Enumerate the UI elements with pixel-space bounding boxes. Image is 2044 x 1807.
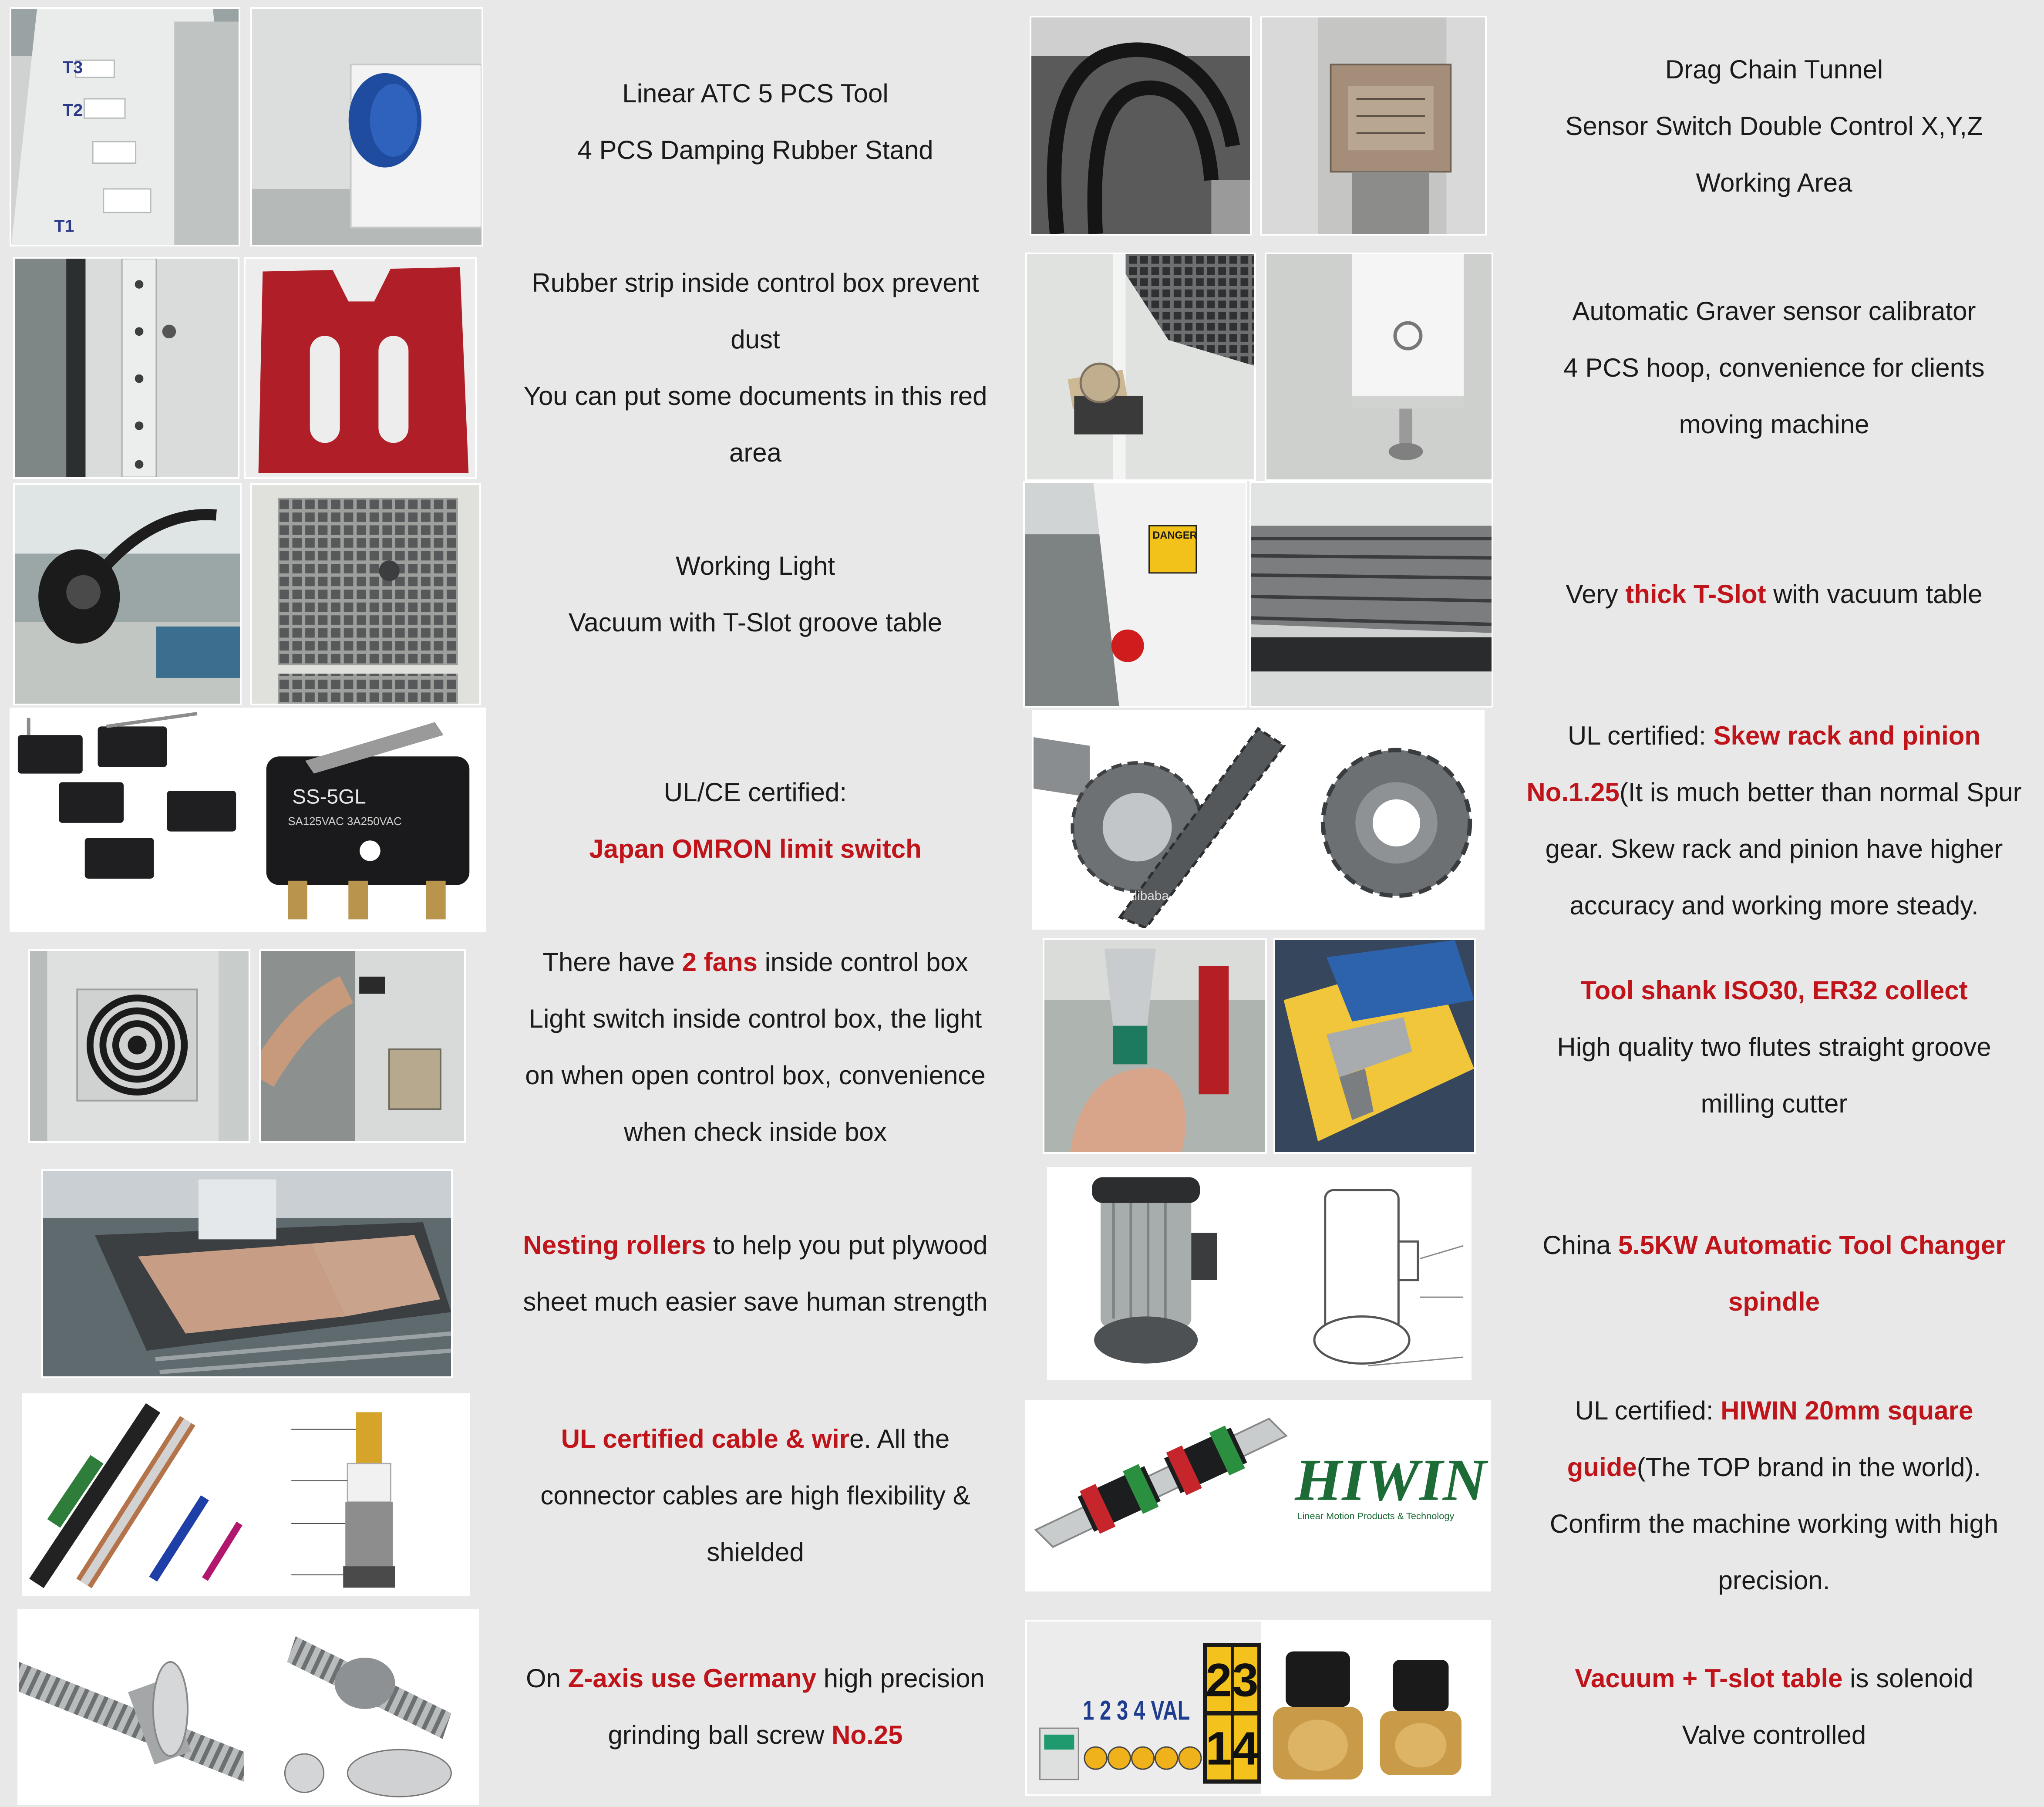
zone-2: 2 <box>1206 1653 1232 1706</box>
caption-line: sheet much easier save human strength <box>523 1287 988 1316</box>
caption-line: moving machine <box>1679 410 1869 439</box>
omron-model-label: SS-5GL <box>292 785 366 809</box>
caption-line: Very thick T-Slot with vacuum table <box>1566 580 1983 609</box>
caption-line: Working Area <box>1696 168 1852 197</box>
caption-line: gear. Skew rack and pinion have higher <box>1545 834 2003 863</box>
caption-line: Automatic Graver sensor calibrator <box>1572 297 1976 326</box>
valve-numbers: 1 2 3 4 VAL <box>1083 1695 1190 1726</box>
caption-line: 4 PCS Damping Rubber Stand <box>577 135 933 165</box>
caption-line: Rubber strip inside control box prevent <box>532 268 979 297</box>
caption-line: Working Light <box>676 551 835 580</box>
drag-chain-tunnel-photo <box>1030 16 1252 236</box>
machine-hoop-photo <box>1265 253 1493 481</box>
caption-line: shielded <box>707 1537 804 1567</box>
control-box-rubber-strip-photo <box>13 257 239 479</box>
caption-line: area <box>729 438 782 467</box>
caption-graver <box>1498 283 2044 453</box>
caption-spindle <box>1498 1217 2044 1330</box>
tool-shank-in-hand-photo <box>1043 938 1267 1154</box>
caption-line: UL certified: Skew rack and pinion <box>1567 721 1981 750</box>
svg-text:T2: T2 <box>63 101 83 120</box>
caption-line: There have 2 fans inside control box <box>542 947 968 977</box>
caption-line: No.1.25(It is much better than normal Spur <box>1526 778 2022 807</box>
milling-cutter-box-photo <box>1273 938 1476 1154</box>
alibaba-watermark: vmadecnc.en.alibaba.com <box>1046 889 1197 904</box>
caption-line: Linear ATC 5 PCS Tool <box>622 79 889 108</box>
zone-3: 3 <box>1232 1653 1259 1706</box>
omron-rating-label: SA125VAC 3A250VAC <box>288 815 402 828</box>
caption-cable <box>501 1411 1010 1581</box>
caption-line: guide(The TOP brand in the world). <box>1567 1453 1981 1482</box>
sensor-switch-photo <box>1260 16 1487 236</box>
caption-line: High quality two flutes straight groove <box>1557 1032 1991 1062</box>
caption-thick-t-slot <box>1498 566 2044 623</box>
caption-line: China 5.5KW Automatic Tool Changer <box>1542 1231 2006 1260</box>
caption-ball-screw <box>501 1650 1010 1763</box>
svg-text:T3: T3 <box>63 57 83 77</box>
skew-rack-and-pinion-photo <box>1032 710 1485 930</box>
caption-tool-shank <box>1498 962 2044 1132</box>
caption-line: UL certified cable & wire. All the <box>561 1424 950 1453</box>
caption-line: Confirm the machine working with high <box>1549 1509 1999 1538</box>
working-light-photo <box>13 483 242 705</box>
solenoid-valves-photo <box>1263 1620 1491 1796</box>
graver-sensor-calibrator-photo <box>1025 253 1256 481</box>
caption-line: milling cutter <box>1701 1089 1848 1118</box>
caption-vacuum-valve <box>1498 1650 2044 1763</box>
caption-line: UL certified: HIWIN 20mm square <box>1575 1396 1973 1425</box>
red-document-area-photo <box>244 257 477 479</box>
vacuum-zone-valves-photo <box>1025 1620 1263 1796</box>
caption-line: dust <box>731 325 780 354</box>
light-switch-photo <box>259 949 466 1143</box>
caption-fans <box>501 934 1010 1160</box>
ball-screw-photo <box>17 1609 479 1805</box>
caption-line: Sensor Switch Double Control X,Y,Z <box>1565 111 1983 141</box>
damping-rubber-stand-photo <box>250 7 483 246</box>
caption-hiwin <box>1498 1382 2044 1609</box>
danger-label: DANGER <box>1152 529 1197 542</box>
nesting-rollers-machine-photo <box>41 1169 453 1378</box>
caption-line: when check inside box <box>624 1117 887 1146</box>
caption-line: Tool shank ISO30, ER32 collect <box>1580 976 1968 1005</box>
caption-line: spindle <box>1728 1287 1820 1316</box>
caption-line: Nesting rollers to help you put plywood <box>523 1231 988 1260</box>
caption-line: grinding ball screw No.25 <box>608 1720 903 1750</box>
hiwin-logo: HIWIN <box>1295 1446 1487 1513</box>
hiwin-tagline: Linear Motion Products & Technology <box>1297 1510 1455 1521</box>
caption-line: Valve controlled <box>1682 1720 1866 1750</box>
cooling-fan-photo <box>28 949 250 1143</box>
shielded-cables-photo <box>22 1393 470 1596</box>
thick-t-slot-table-photo <box>1249 481 1493 708</box>
caption-line: Japan OMRON limit switch <box>589 834 922 863</box>
caption-line: precision. <box>1718 1566 1830 1595</box>
caption-working-light <box>501 538 1010 651</box>
caption-line: On Z-axis use Germany high precision <box>526 1664 985 1693</box>
caption-line: on when open control box, convenience <box>525 1061 986 1090</box>
caption-line: Drag Chain Tunnel <box>1665 55 1883 84</box>
caption-line: Light switch inside control box, the light <box>529 1004 982 1033</box>
vacuum-t-slot-table-photo <box>250 483 481 705</box>
caption-line: You can put some documents in this red <box>523 381 987 411</box>
hiwin-linear-guide-photo <box>1025 1400 1491 1591</box>
caption-rubber-strip <box>501 255 1010 481</box>
zone-1: 1 <box>1206 1722 1232 1775</box>
caption-skew-rack <box>1498 708 2044 934</box>
zone-4: 4 <box>1232 1722 1259 1775</box>
caption-omron <box>501 764 1010 877</box>
linear-atc-tool-rack-photo <box>10 7 240 246</box>
caption-line: connector cables are high flexibility & <box>540 1481 970 1510</box>
omron-limit-switches-photo <box>10 708 486 932</box>
caption-line: accuracy and working more steady. <box>1569 891 1979 920</box>
svg-text:T1: T1 <box>54 216 74 236</box>
caption-drag-chain <box>1498 41 2044 211</box>
caption-line: UL/CE certified: <box>663 778 847 807</box>
caption-nesting-rollers <box>501 1217 1010 1330</box>
caption-linear-atc <box>501 61 1010 183</box>
caption-line: 4 PCS hoop, convenience for clients <box>1563 353 1985 382</box>
caption-line: Vacuum + T-slot table is solenoid <box>1575 1664 1973 1693</box>
caption-line: Vacuum with T-Slot groove table <box>568 608 943 637</box>
atc-spindle-photo <box>1047 1167 1472 1380</box>
danger-label-frame-photo <box>1023 481 1247 708</box>
